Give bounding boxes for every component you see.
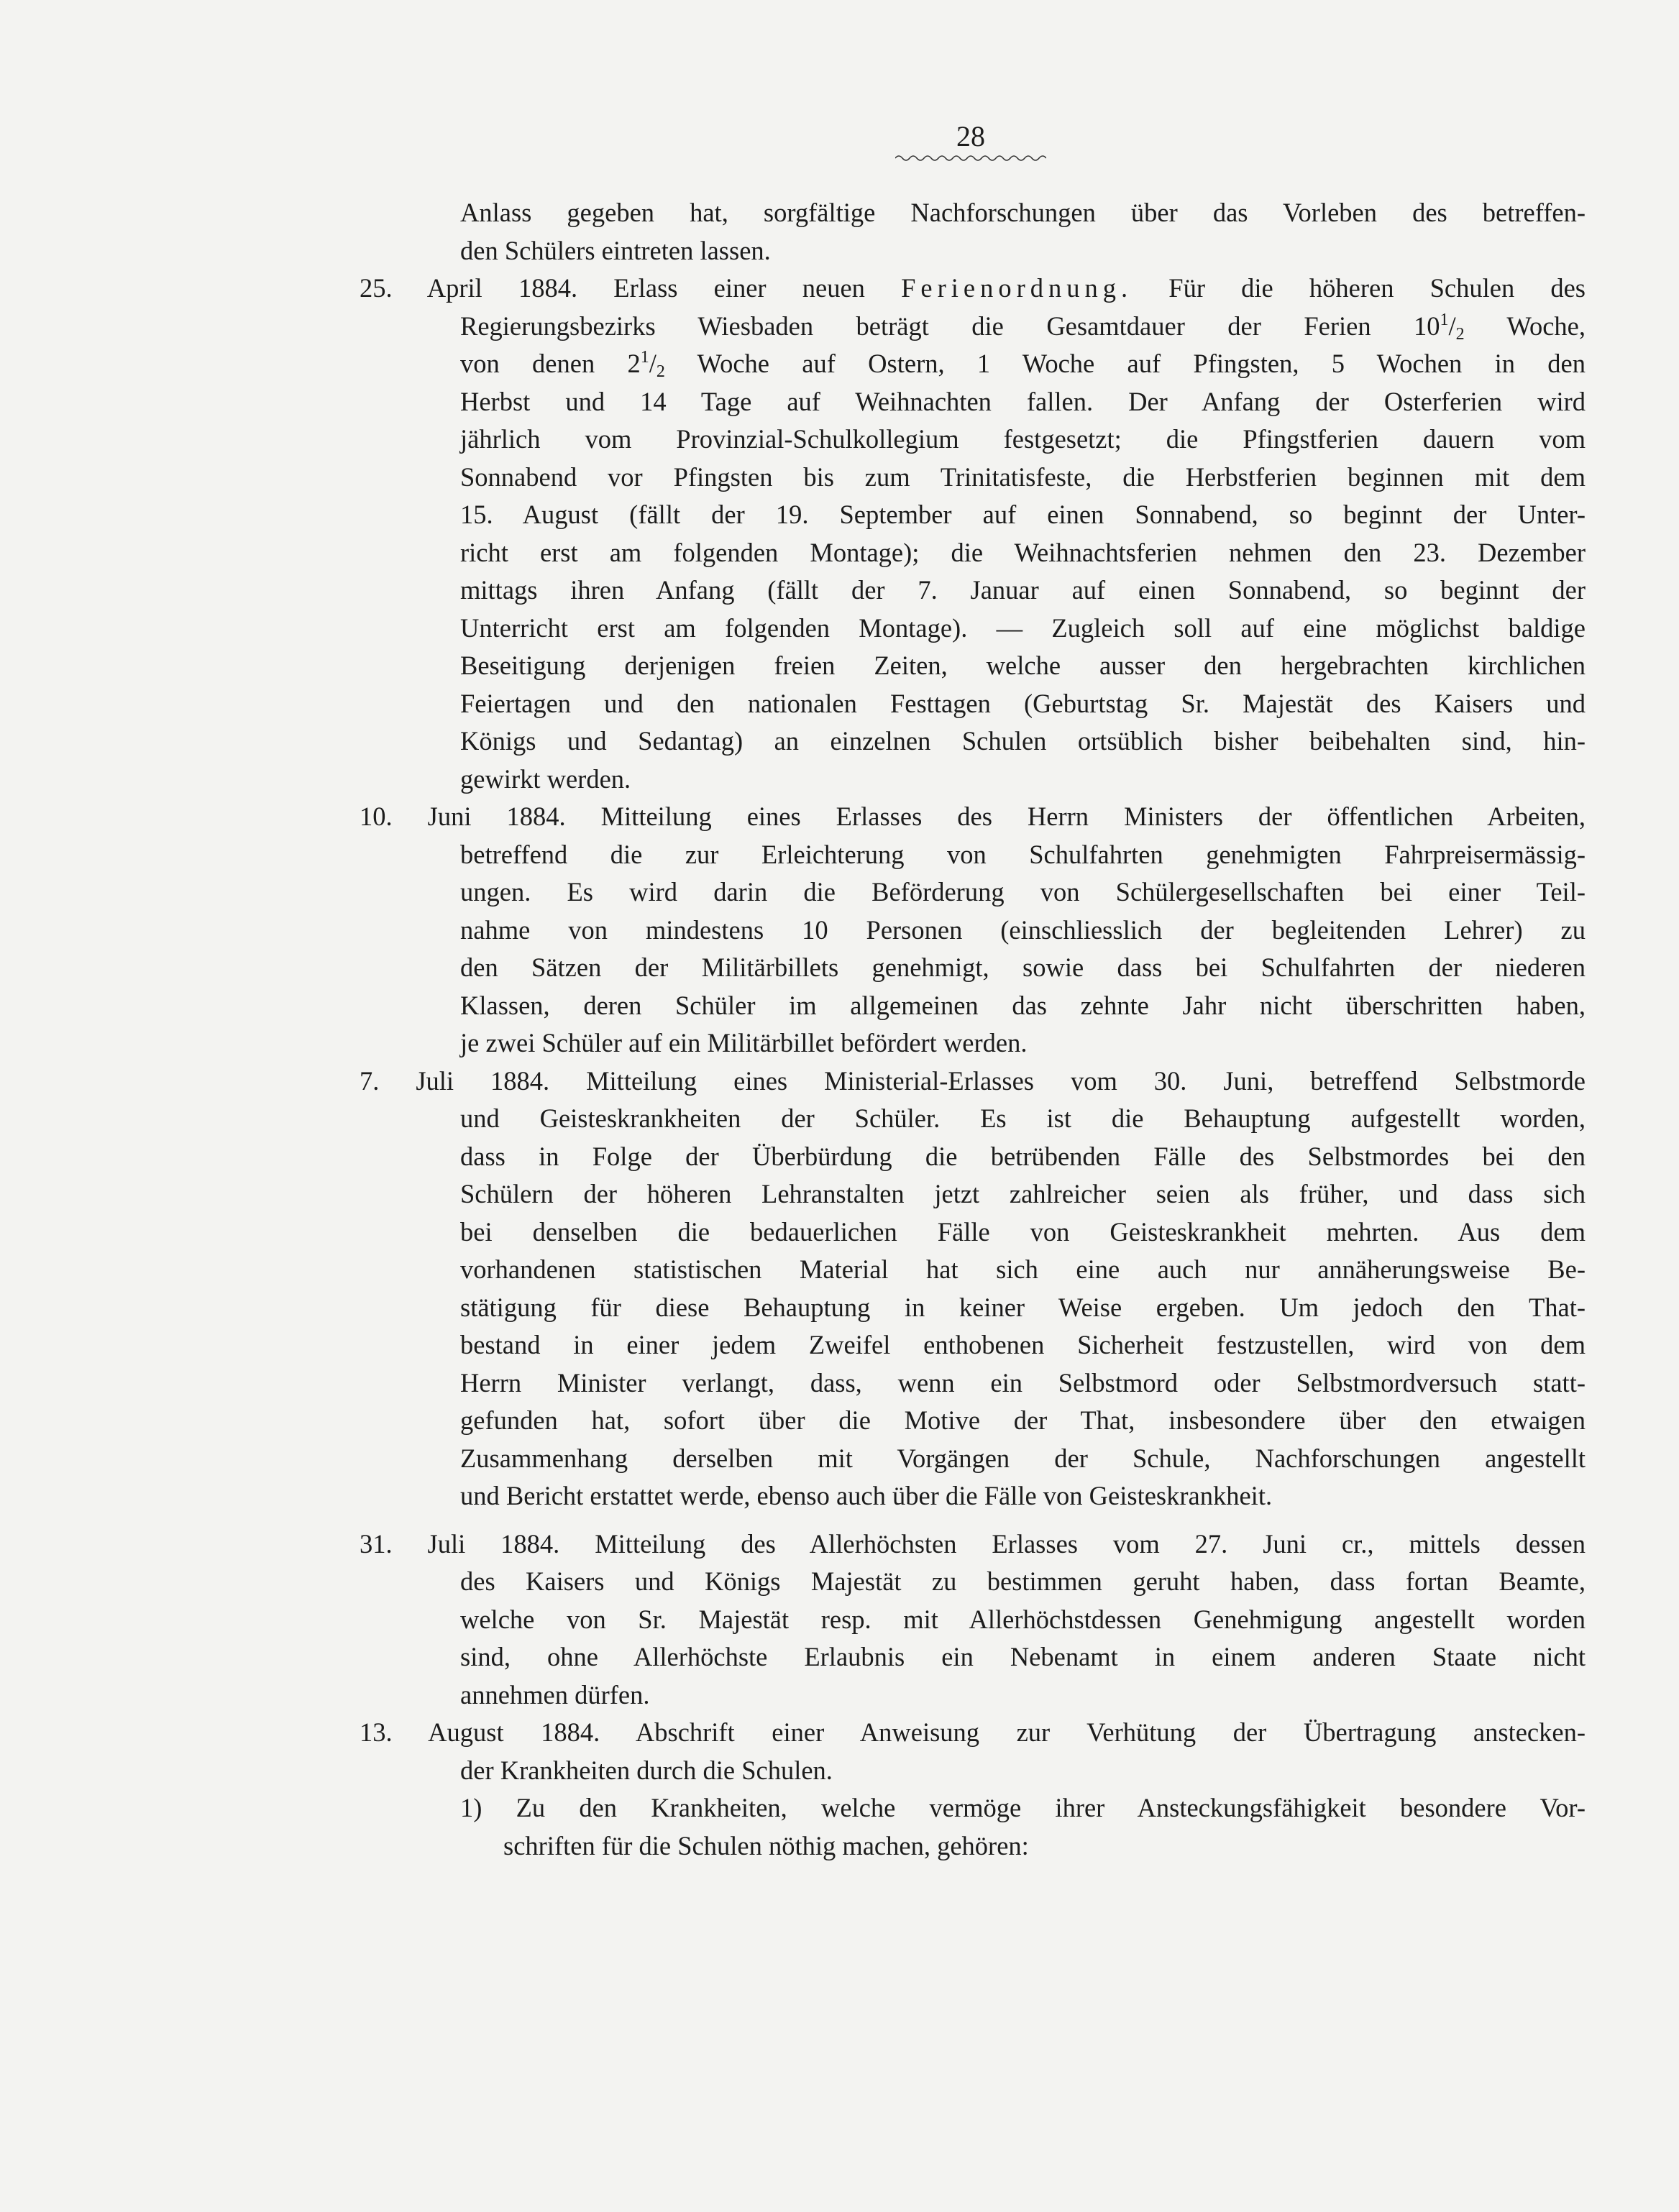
text-line: 15. August (fällt der 19. September auf einen Sonnabend, so beginnt der Unter- — [460, 500, 1586, 529]
intro-paragraph — [360, 194, 1586, 270]
text-line: je zwei Schüler auf ein Militärbillet befördert werden. — [460, 1028, 1028, 1057]
text-run: Abschrift einer Anweisung zur Verhütung der Übertragung anstecken- — [635, 1717, 1586, 1747]
text-line: ungen. Es wird darin die Beförderung von Schülergesellschaften bei einer Teil- — [460, 877, 1586, 907]
entry-first-line — [360, 270, 1586, 308]
text-run: Mitteilung eines Ministerial-Erlasses vom 30. Juni, betreffend Selbstmorde — [586, 1065, 1586, 1096]
entry-juli-7-1884 — [360, 1063, 1586, 1515]
text-line: Beseitigung derjenigen freien Zeiten, welche ausser den hergebrachten kirchlichen — [460, 651, 1586, 680]
text-line: Königs und Sedantag) an einzelnen Schulen ortsüblich bisher beibehalten sind, hin- — [460, 726, 1586, 756]
text-line: bestand in einer jedem Zweifel enthobenen Sicherheit festzustellen, wird von dem — [460, 1330, 1586, 1359]
text-run: Erlass einer neuen — [613, 273, 865, 303]
text-line: Sonnabend vor Pfingsten bis zum Trinitatisfeste, die Herbstferien beginnen mit dem — [460, 462, 1586, 492]
text-line: den Schülers eintreten lassen. — [460, 235, 771, 265]
entry-juni-1884 — [360, 798, 1586, 1063]
text-line: dass in Folge der Überbürdung die betrübenden Fälle des Selbstmordes bei den — [460, 1141, 1586, 1171]
fraction-numerator: 1 — [1440, 310, 1449, 329]
spaced-term: Ferienordnung. — [901, 273, 1133, 303]
fraction-slash: / — [1448, 311, 1456, 341]
text-line: der Krankheiten durch die Schulen. — [460, 1755, 833, 1785]
text-line: vorhandenen statistischen Material hat sich eine auch nur annäherungsweise Be- — [460, 1254, 1586, 1284]
text-line: Unterricht erst am folgenden Montage). — Zugleich soll auf eine möglichst baldige — [460, 612, 1586, 643]
text-line: und Bericht erstattet werde, ebenso auch über die Fälle von Geisteskrankheit. — [460, 1481, 1273, 1510]
entry-date: 10. Juni 1884. — [360, 802, 566, 831]
entry-date: 25. April 1884. — [360, 273, 578, 303]
text-line: nahme von mindestens 10 Personen (einschliesslich der begleitenden Lehrer) zu — [460, 914, 1586, 945]
text-line: betreffend die zur Erleichterung von Schulfahrten genehmigten Fahrpreisermässig- — [460, 839, 1586, 869]
text-line: Herbst und 14 Tage auf Weihnachten fallen. Der Anfang der Osterferien wird — [460, 386, 1586, 416]
text-line: den Sätzen der Militärbillets genehmigt, sowie dass bei Schulfahrten der niederen — [460, 953, 1586, 982]
text-line: annehmen dürfen. — [460, 1679, 650, 1710]
fraction-denominator: 2 — [1455, 324, 1465, 344]
text-run: Woche auf Ostern, 1 Woche auf Pfingsten, 5 Wochen in den — [664, 349, 1586, 378]
entry-juli-31-1884 — [360, 1525, 1586, 1715]
text-line: richt erst am folgenden Montage); die Weihnachtsferien nehmen den 23. Dezember — [460, 537, 1586, 567]
text-run: Für die höheren Schulen des — [1168, 273, 1586, 303]
text-run: Woche, — [1464, 311, 1586, 341]
fraction-denominator: 2 — [656, 362, 665, 381]
text-line: bei denselben die bedauerlichen Fälle von Geisteskrankheit mehrten. Aus dem — [460, 1216, 1586, 1247]
text-line: gefunden hat, sofort über die Motive der That, insbesondere über den etwaigen — [460, 1405, 1586, 1435]
entry-first-line — [360, 1063, 1586, 1101]
text-line: welche von Sr. Majestät resp. mit Allerhöchstdessen Genehmigung angestellt worden — [460, 1604, 1586, 1634]
entry-first-line — [360, 798, 1586, 836]
text-line: jährlich vom Provinzial-Schulkollegium festgesetzt; die Pfingstferien dauern vom — [460, 424, 1586, 454]
text-line: gewirkt werden. — [460, 763, 631, 794]
list-item-line: 1) Zu den Krankheiten, welche vermöge ihrer Ansteckungsfähigkeit besondere Vor- — [460, 1793, 1586, 1822]
entry-first-line — [360, 1714, 1586, 1752]
text-line: und Geisteskrankheiten der Schüler. Es ist die Behauptung aufgestellt worden, — [460, 1103, 1586, 1133]
text-line — [360, 345, 1586, 383]
text-line: Zusammenhang derselben mit Vorgängen der Schule, Nachforschungen angestellt — [460, 1443, 1586, 1473]
entry-date: 31. Juli 1884. — [360, 1528, 560, 1559]
text-run: Regierungsbezirks Wiesbaden beträgt die Gesamtdauer der Ferien 10 — [460, 311, 1440, 341]
text-line — [360, 308, 1586, 346]
text-line: Feiertagen und den nationalen Festtagen (Geburtstag Sr. Majestät des Kaisers und — [460, 688, 1586, 718]
fraction-slash: / — [649, 349, 656, 378]
entry-date: 7. Juli 1884. — [360, 1065, 550, 1096]
entry-date: 13. August 1884. — [360, 1717, 600, 1747]
page-number-ornament — [895, 154, 1046, 162]
entry-august-1884 — [360, 1714, 1586, 1865]
document-body — [360, 194, 1586, 1865]
fraction-numerator: 1 — [640, 348, 649, 367]
text-line: Anlass gegeben hat, sorgfältige Nachforschungen über das Vorleben des betreffen- — [460, 198, 1586, 227]
text-run: Mitteilung des Allerhöchsten Erlasses vom 27. Juni cr., mittels dessen — [595, 1528, 1586, 1559]
text-run: von denen 2 — [460, 349, 641, 378]
text-run: Mitteilung eines Erlasses des Herrn Ministers der öffentlichen Arbeiten, — [600, 802, 1586, 831]
entry-first-line — [360, 1525, 1586, 1564]
text-line: sind, ohne Allerhöchste Erlaubnis ein Nebenamt in einem anderen Staate nicht — [460, 1642, 1586, 1671]
text-line: des Kaisers und Königs Majestät zu bestimmen geruht haben, dass fortan Beamte, — [460, 1566, 1586, 1596]
page-number: 28 — [956, 120, 985, 152]
text-line: stätigung für diese Behauptung in keiner Weise ergeben. Um jedoch den That- — [460, 1292, 1586, 1322]
list-item-line: schriften für die Schulen nöthig machen, gehören: — [503, 1830, 1029, 1860]
text-line: Herrn Minister verlangt, dass, wenn ein Selbstmord oder Selbstmordversuch statt- — [460, 1367, 1586, 1398]
text-line: Klassen, deren Schüler im allgemeinen das zehnte Jahr nicht überschritten haben, — [460, 990, 1586, 1020]
text-line: mittags ihren Anfang (fällt der 7. Januar auf einen Sonnabend, so beginnt der — [460, 575, 1586, 605]
entry-april-1884 — [360, 270, 1586, 798]
text-line: Schülern der höheren Lehranstalten jetzt zahlreicher seien als früher, und dass sich — [460, 1179, 1586, 1208]
